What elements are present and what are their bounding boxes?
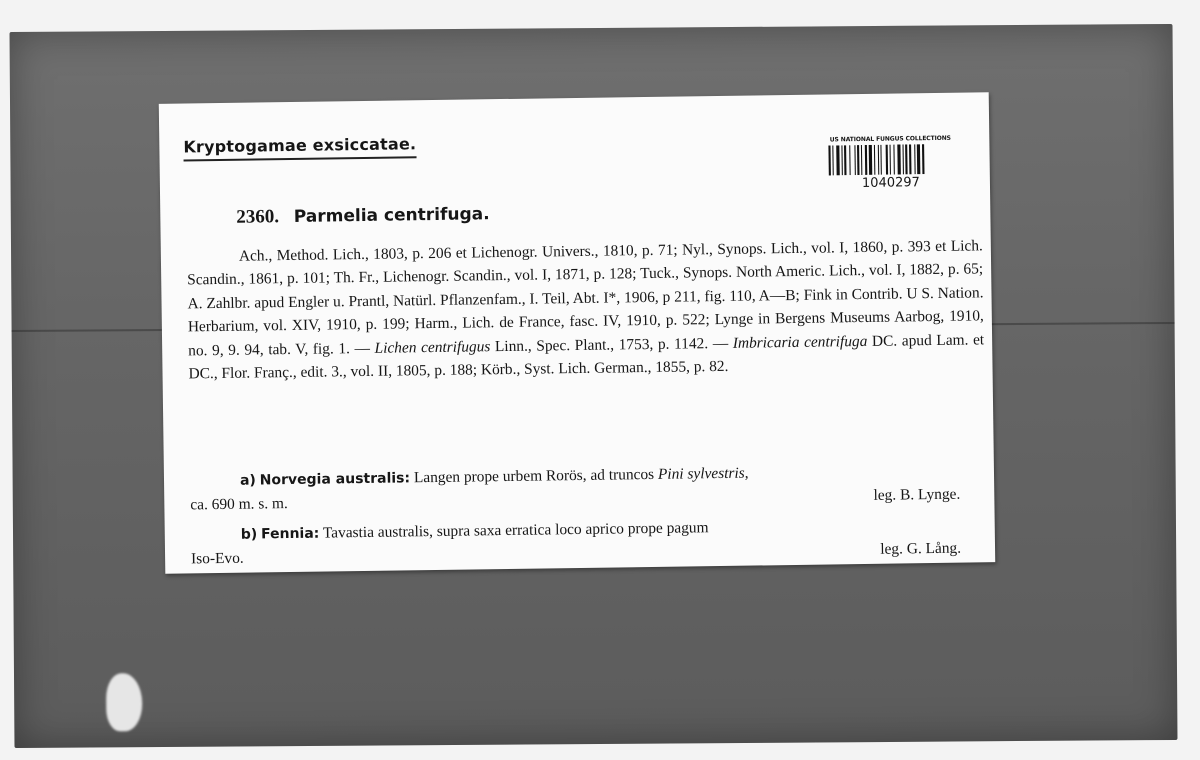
locality-a xyxy=(190,458,987,517)
species-number: 2360. xyxy=(236,206,280,228)
locality-b-text: Tavastia australis, supra saxa erratica loco aprico prope pagum xyxy=(322,519,709,542)
paper-stain xyxy=(106,673,142,731)
series-title: Kryptogamae exsiccatae. xyxy=(183,134,416,161)
synonymy-citations: Ach., Method. Lich., 1803, p. 206 et Lichenogr. Univers., 1810, p. 71; Nyl., Synops. Lich., vol. I, 1860, p. 393 et Lich. Scandin., 1861, p. 101; Th. Fr., Lichenogr. Scandin., vol. I, 1871, p. 128; Tuck., Synops. North Americ. Lich., vol. I, 1882, p. 65; A. Zahlbr. apud Engler u. Prantl, Natürl. Pflanzenfam., I. Teil, Abt. I*, 1906, p 211, fig. 110, A—B; Fink in Contrib. U S. Nation. Herbarium, vol. XIV, 1910, p. 199; Harm., Lich. de France, fasc. IV, 1910, p. 522; Lynge in Bergens Museums Aarbog, 1910, no. 9, 9. 94, tab. V, fig. 1. — Lichen centrifugus Linn., Spec. Plant., 1753, p. 1142. — Imbricaria centrifuga DC. apud Lam. et DC., Flor. Franç., edit. 3., vol. II, 1805, p. 188; Körb., Syst. Lich. German., 1855, p. 82. xyxy=(187,237,985,383)
species-name: Parmelia centrifuga. xyxy=(293,204,490,227)
barcode-number: 1040297 xyxy=(861,175,920,192)
locality-a-text: Langen prope urbem Rorös, ad truncos Pini sylvestris, xyxy=(413,464,749,487)
barcode-caption: US NATIONAL FUNGUS COLLECTIONS xyxy=(829,134,951,144)
locality-b-place: Iso-Evo. xyxy=(191,550,244,568)
locality-a-collector: leg. B. Lynge. xyxy=(873,486,961,505)
specimen-label xyxy=(159,92,995,574)
locality-b-region: Fennia: xyxy=(260,525,320,543)
locality-a-region: Norvegia australis: xyxy=(259,470,411,489)
species-heading xyxy=(236,203,490,229)
locality-a-letter: a) xyxy=(239,472,256,489)
locality-b xyxy=(191,512,988,571)
barcode-block xyxy=(823,135,958,192)
barcode-icon xyxy=(827,144,953,176)
locality-b-letter: b) xyxy=(240,526,258,543)
locality-a-altitude: ca. 690 m. s. m. xyxy=(190,495,288,514)
locality-b-collector: leg. G. Lång. xyxy=(880,540,962,559)
